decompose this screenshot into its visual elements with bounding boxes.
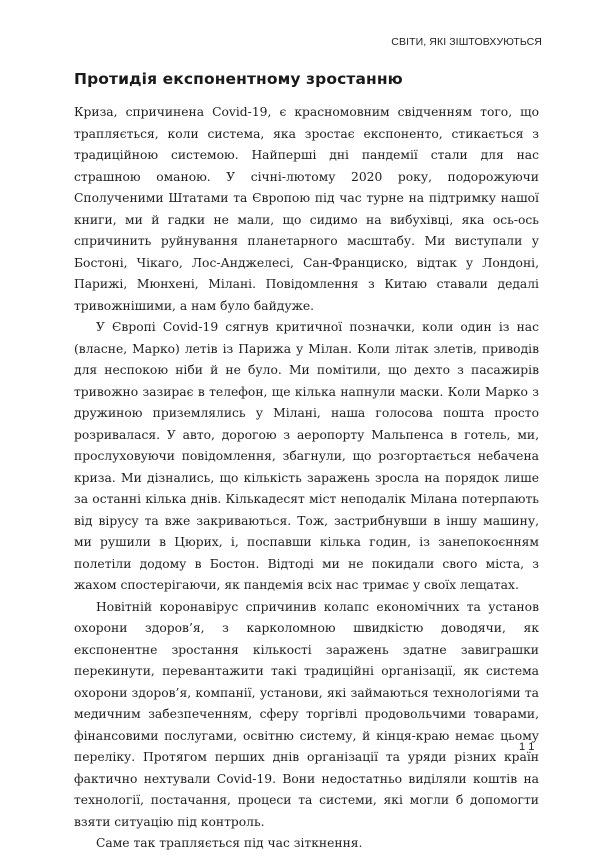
paragraph-3: Новітній коронавірус спричинив колапс економічних та установ охорони здоров’я, з карколомною швидкістю доводячи, як експонентне зростання кількості заражень здатне завиграшки перекинути, перевантажити такі традиційні організації, як система охорони здоров’я, компанії, установи, які займаються технологіями та медичним забезпеченням, сферу торгівлі продовольчими товарами, фінансовими послугами, освітню систему, й кінця-краю немає цьому переліку. Протягом перших днів організації та уряди різних країн фактично нехтували Covid-19. Вони недостатньо виділяли коштів на технології, постачання, процеси та системи, які могли б допомогти взяти ситуацію під контроль. [74,599,539,829]
page-number: 11 [519,741,539,753]
section-heading: Протидія експонентному зростанню [74,70,403,88]
running-head: СВІТИ, ЯКІ ЗІШТОВХУЮТЬСЯ [391,36,542,48]
paragraph-1: Криза, спричинена Covid-19, є красномовним свідченням того, що трапляється, коли система, яка зростає експоненто, стикається з традиційною системою. Найперші дні пандемії стали для нас страшною оманою. У січні-лютому 2020 року, подорожуючи Сполученими Штатами та Європою під час турне на підтримку нашої книги, ми й гадки не мали, що сидимо на вибухівці, яка ось-ось спричинить руйнування планетарного масштабу. Ми виступали у Бостоні, Чікаго, Лос-Анджелесі, Сан-Франциско, відтак у Лондоні, Парижі, Мюнхені, Мілані. Повідомлення з Китаю ставали дедалі тривожнішими, а нам було байдуже. [74,105,539,313]
paragraph-4: Саме так трапляється під час зіткнення. [96,836,363,850]
body-text [74,102,539,855]
paragraph-2: У Європі Covid-19 сягнув критичної позначки, коли один із нас (власне, Марко) летів із Парижа у Мілан. Коли літак злетів, приводів для неспокою ніби й не було. Ми помітили, що дехто з пасажирів тривожно зазирає в телефон, ще кілька напнули маски. Коли Марко з дружиною приземлялись у Мілані, наша голосова пошта просто розривалася. У авто, дорогою з аеропорту Мальпенса в готель, ми, прослуховуючи повідомлення, збагнули, що розгортається небачена криза. Ми дізнались, що кількість заражень зросла на порядок лише за останні кілька днів. Кількадесят міст неподалік Мілана потерпають від вірусу та вже закриваються. Тож, застрибнувши в іншу машину, ми рушили в Цюрих, і, поспавши кілька годин, із занепокоєнням полетіли додому в Бостон. Відтоді ми не покидали свого міста, з жахом спостерігаючи, як пандемія всіх нас тримає у своїх лещатах. [74,320,539,592]
